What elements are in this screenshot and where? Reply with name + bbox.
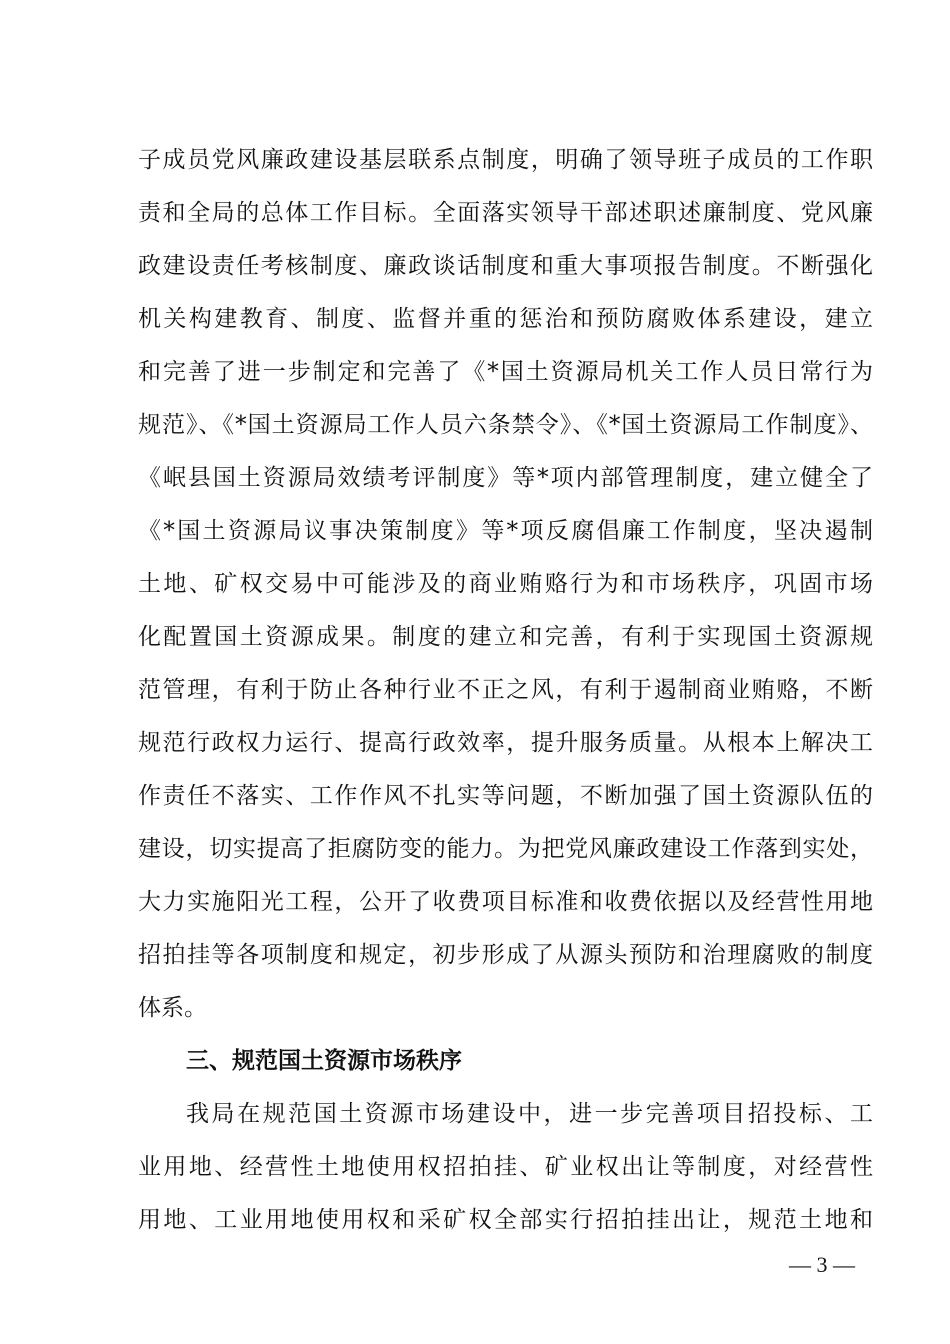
paragraph-1-line-6: 规范》、《*国土资源局工作人员六条禁令》、《*国土资源局工作制度》、 — [138, 412, 873, 438]
paragraph-1-line-3: 政建设责任考核制度、廉政谈话制度和重大事项报告制度。不断强化 — [138, 253, 873, 279]
paragraph-1-line-13: 作责任不落实、工作作风不扎实等问题，不断加强了国土资源队伍的 — [138, 783, 873, 809]
paragraph-2-line-3: 用地、工业用地使用权和采矿权全部实行招拍挂出让，规范土地和 — [138, 1207, 873, 1233]
section-heading: 三、规范国土资源市场秩序 — [186, 1048, 462, 1074]
paragraph-2-line-1: 我局在规范国土资源市场建设中，进一步完善项目招投标、工 — [186, 1101, 873, 1127]
paragraph-1-line-11: 范管理，有利于防止各种行业不正之风，有利于遏制商业贿赂，不断 — [138, 677, 873, 703]
paragraph-1-line-15: 大力实施阳光工程，公开了收费项目标准和收费依据以及经营性用地 — [138, 889, 873, 915]
paragraph-1-line-7: 《岷县国土资源局效绩考评制度》等*项内部管理制度，建立健全了 — [138, 465, 873, 491]
paragraph-2-line-2: 业用地、经营性土地使用权招拍挂、矿业权出让等制度，对经营性 — [138, 1154, 873, 1180]
paragraph-1-line-10: 化配置国土资源成果。制度的建立和完善，有利于实现国土资源规 — [138, 624, 873, 650]
paragraph-1-line-4: 机关构建教育、制度、监督并重的惩治和预防腐败体系建设，建立 — [138, 306, 873, 332]
paragraph-1-line-1: 子成员党风廉政建设基层联系点制度，明确了领导班子成员的工作职 — [138, 147, 873, 173]
paragraph-1-line-16: 招拍挂等各项制度和规定，初步形成了从源头预防和治理腐败的制度 — [138, 942, 873, 968]
paragraph-1-line-8: 《*国土资源局议事决策制度》等*项反腐倡廉工作制度，坚决遏制 — [138, 518, 873, 544]
paragraph-1-line-9: 土地、矿权交易中可能涉及的商业贿赂行为和市场秩序，巩固市场 — [138, 571, 873, 597]
paragraph-1-line-5: 和完善了进一步制定和完善了《*国土资源局机关工作人员日常行为 — [138, 359, 873, 385]
paragraph-1-line-17: 体系。 — [138, 995, 207, 1021]
paragraph-1-line-14: 建设，切实提高了拒腐防变的能力。为把党风廉政建设工作落到实处， — [138, 836, 873, 862]
page-number: — 3 — — [789, 1252, 855, 1277]
paragraph-1-line-12: 规范行政权力运行、提高行政效率，提升服务质量。从根本上解决工 — [138, 730, 873, 756]
paragraph-1-line-2: 责和全局的总体工作目标。全面落实领导干部述职述廉制度、党风廉 — [138, 200, 873, 226]
